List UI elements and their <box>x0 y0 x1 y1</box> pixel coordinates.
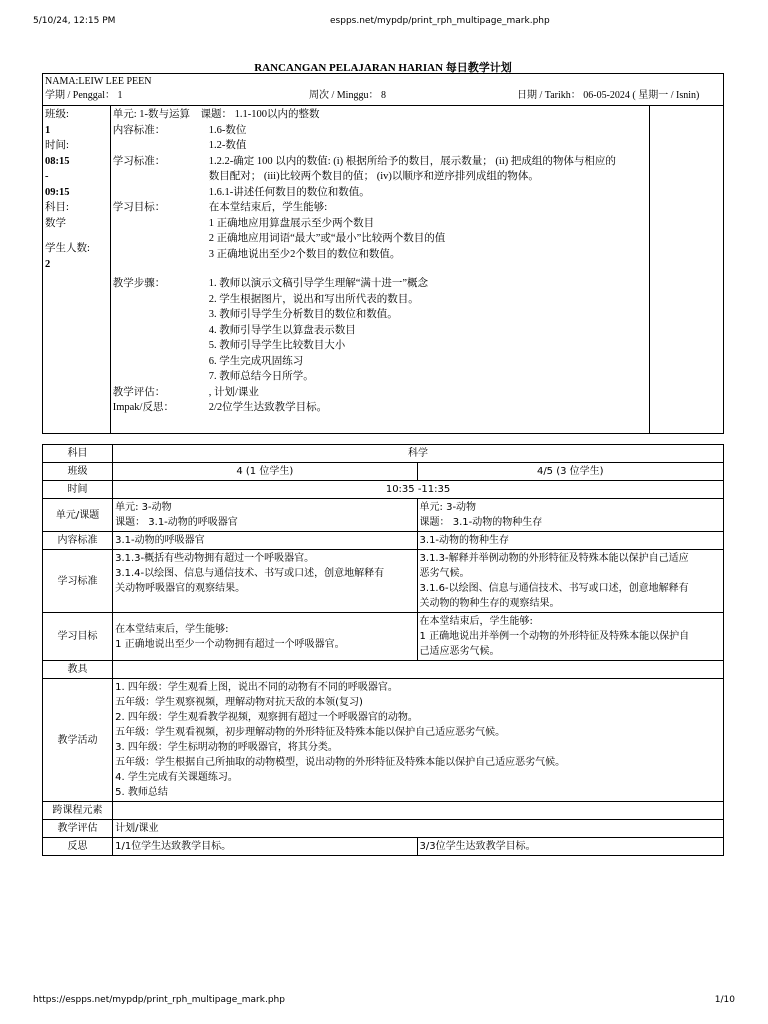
impact-label: Impak/反思： <box>112 402 174 413</box>
date: 日期 / Tarikh： 06-05-2024 ( 星期一 / Isnin) <box>517 90 700 101</box>
unit-a <box>113 499 417 532</box>
reflection-row <box>43 838 724 856</box>
class-b: 4/5 (3 位学生) <box>417 463 723 481</box>
materials-value <box>113 661 724 679</box>
objective-label: 学习目标 <box>43 613 113 661</box>
subject-label: 科目: <box>45 202 69 213</box>
class-label: 班级: <box>45 109 69 120</box>
content-b: 3.1-动物的物种生存 <box>417 532 723 550</box>
objective-a <box>113 613 417 661</box>
unit-a-line-2: 课题： 3.1-动物的呼吸器官 <box>115 517 238 528</box>
activity-line-6: 五年级：学生根据自己所抽取的动物模型，说出动物的外形特征及特殊本能以保护自己适应恶劣气候。 <box>115 757 566 768</box>
objective-4: 3 正确地说出至少2个数目的数位和数值。 <box>208 248 401 260</box>
unit-b-line-1: 单元: 3-动物 <box>419 502 477 513</box>
class-label: 班级 <box>43 463 113 481</box>
activities-value <box>113 679 724 802</box>
unit-line: 单元: 1-数与运算 课题： 1.1-100以内的整数 <box>112 109 320 120</box>
assessment-label: 教学评估： <box>112 386 166 398</box>
assessment-value: , 计划/课业 <box>208 386 259 398</box>
lesson1-row <box>43 106 724 434</box>
subject-row <box>43 445 724 463</box>
learning-standard-1: 1.2.2-确定 100 以内的数值: (i) 根据所给予的数目，展示数量； (ii) 把成组的物体与相应的 <box>208 155 616 167</box>
activity-line-3: 2. 四年级：学生观看教学视频，观察拥有超过一个呼吸器官的动物。 <box>115 712 418 723</box>
assessment-row <box>43 820 724 838</box>
content-standard-1: 1.6-数位 <box>208 124 247 136</box>
objective-b-line-1: 在本堂结束后，学生能够: <box>419 616 533 627</box>
learning-standard-3: 1.6.1-讲述任何数目的数位和数值。 <box>208 186 370 198</box>
objective-b-line-2: 1 正确地说出并举例一个动物的外形特征及特殊本能以保护自 <box>419 631 690 642</box>
unit-b <box>417 499 723 532</box>
objective-row <box>43 613 724 661</box>
time-row <box>43 481 724 499</box>
time-start: 08:15 <box>45 155 70 167</box>
objective-b <box>417 613 723 661</box>
subject-value: 数学 <box>45 217 66 229</box>
time-label: 时间: <box>45 140 69 151</box>
learning-row <box>43 550 724 613</box>
learning-a-line-1: 3.1.3-概括有些动物拥有超过一个呼吸器官。 <box>115 553 315 564</box>
assessment-value: 计划/课业 <box>113 820 724 838</box>
unit-a-line-1: 单元: 3-动物 <box>115 502 172 513</box>
students-value: 2 <box>45 258 51 270</box>
step-2: 2. 学生根据图片，说出和写出所代表的数目。 <box>208 293 419 305</box>
time-end: 09:15 <box>45 186 70 198</box>
cross-label: 跨课程元素 <box>43 802 113 820</box>
materials-row <box>43 661 724 679</box>
activity-line-4: 五年级：学生观看视频，初步理解动物的外形特征及特殊本能以保护自己适应恶劣气候。 <box>115 727 506 738</box>
objective-a-line-2: 1 正确地说出至少一个动物拥有超过一个呼吸器官。 <box>115 639 345 650</box>
subject-value: 科学 <box>113 445 724 463</box>
lesson1-blank-cell <box>650 106 724 434</box>
unit-row <box>43 499 724 532</box>
content-standard-label: 内容标准： <box>112 124 166 136</box>
assessment-label: 教学评估 <box>43 820 113 838</box>
lesson1-meta-cell <box>43 106 111 434</box>
lesson-plan-table-1 <box>42 73 724 434</box>
class-value: 1 <box>45 124 51 136</box>
page-number: 1/10 <box>714 995 735 1005</box>
step-4: 4. 教师引导学生以算盘表示数目 <box>208 324 356 336</box>
objective-1: 在本堂结束后，学生能够: <box>208 202 328 213</box>
unit-b-line-2: 课题： 3.1-动物的物种生存 <box>419 517 543 528</box>
activities-row <box>43 679 724 802</box>
cross-value <box>113 802 724 820</box>
step-7: 7. 教师总结今日所学。 <box>208 371 314 382</box>
reflection-label: 反思 <box>43 838 113 856</box>
objective-3: 2 正确地应用词语“最大”或“最小”比较两个数目的值 <box>208 233 446 244</box>
print-datetime: 5/10/24, 12:15 PM <box>33 16 116 26</box>
activity-line-1: 1. 四年级：学生观看上图，说出不同的动物有不同的呼吸器官。 <box>115 682 398 693</box>
info-row-name <box>43 74 724 106</box>
learning-a-line-2: 3.1.4-以绘图、信息与通信技术、书写或口述，创意地解释有 <box>115 568 385 579</box>
objective-2: 1 正确地应用算盘展示至少两个数目 <box>208 217 375 229</box>
objective-b-line-3: 己适应恶劣气候。 <box>419 646 500 657</box>
step-1: 1. 教师以演示文稿引导学生理解“满十进一”概念 <box>208 278 429 289</box>
reflection-b: 3/3位学生达致教学目标。 <box>417 838 723 856</box>
learning-b-line-4: 关动物的物种生存的观察结果。 <box>419 598 560 609</box>
steps-label: 教学步骤： <box>112 278 166 289</box>
activities-label: 教学活动 <box>43 679 113 802</box>
objective-a-line-1: 在本堂结束后，学生能够: <box>115 624 229 635</box>
learning-b-line-1: 3.1.3-解释并举例动物的外形特征及特殊本能以保护自己适应 <box>419 553 689 564</box>
activity-line-7: 4. 学生完成有关课题练习。 <box>115 772 238 783</box>
week: 周次 / Minggu： 8 <box>309 90 386 101</box>
learning-standard-label: 学习标准： <box>112 155 166 167</box>
learning-standard-2: 数目配对； (iii)比较两个数目的值； (iv)以顺序和逆序排列成组的物体。 <box>208 171 539 182</box>
time-value: 10:35 -11:35 <box>113 481 724 499</box>
activity-line-8: 5. 教师总结 <box>115 787 168 798</box>
learning-a <box>113 550 417 613</box>
lesson-plan-table-2 <box>42 444 724 856</box>
time-dash: - <box>45 171 49 182</box>
class-a: 4 (1 位学生) <box>113 463 417 481</box>
class-row <box>43 463 724 481</box>
footer-url: https://espps.net/mypdp/print_rph_multipage_mark.php <box>33 995 285 1005</box>
learning-b-line-3: 3.1.6-以绘图、信息与通信技术、书写或口述，创意地解释有 <box>419 583 689 594</box>
materials-label: 教具 <box>43 661 113 679</box>
time-label: 时间 <box>43 481 113 499</box>
print-page-url: espps.net/mypdp/print_rph_multipage_mark.php <box>330 16 550 26</box>
learning-a-line-3: 关动物呼吸器官的观察结果。 <box>115 583 246 594</box>
subject-label: 科目 <box>43 445 113 463</box>
document-title: RANCANGAN PELAJARAN HARIAN 每日教学计划 <box>254 62 512 74</box>
content-standard-2: 1.2-数值 <box>208 140 247 151</box>
step-5: 5. 教师引导学生比较数目大小 <box>208 340 346 351</box>
content-row <box>43 532 724 550</box>
impact-value: 2/2位学生达致教学目标。 <box>208 402 328 413</box>
students-label: 学生人数: <box>45 243 90 254</box>
activity-line-5: 3. 四年级：学生标明动物的呼吸器官，将其分类。 <box>115 742 338 753</box>
learning-b-line-2: 恶劣气候。 <box>419 568 470 579</box>
teacher-name: NAMA:LEIW LEE PEEN <box>45 76 152 87</box>
learning-label: 学习标准 <box>43 550 113 613</box>
content-a: 3.1-动物的呼吸器官 <box>113 532 417 550</box>
step-3: 3. 教师引导学生分析数目的数位和数值。 <box>208 309 398 320</box>
unit-label: 单元/课题 <box>43 499 113 532</box>
step-6: 6. 学生完成巩固练习 <box>208 355 304 367</box>
activity-line-2: 五年级：学生观察视频，理解动物对抗天敌的本领(复习) <box>115 697 363 708</box>
reflection-a: 1/1位学生达致教学目标。 <box>113 838 417 856</box>
objective-label: 学习目标： <box>112 202 166 213</box>
learning-b <box>417 550 723 613</box>
lesson1-content-cell <box>110 106 650 434</box>
cross-curricular-row <box>43 802 724 820</box>
term: 学期 / Penggal： 1 <box>45 90 123 101</box>
content-label: 内容标准 <box>43 532 113 550</box>
